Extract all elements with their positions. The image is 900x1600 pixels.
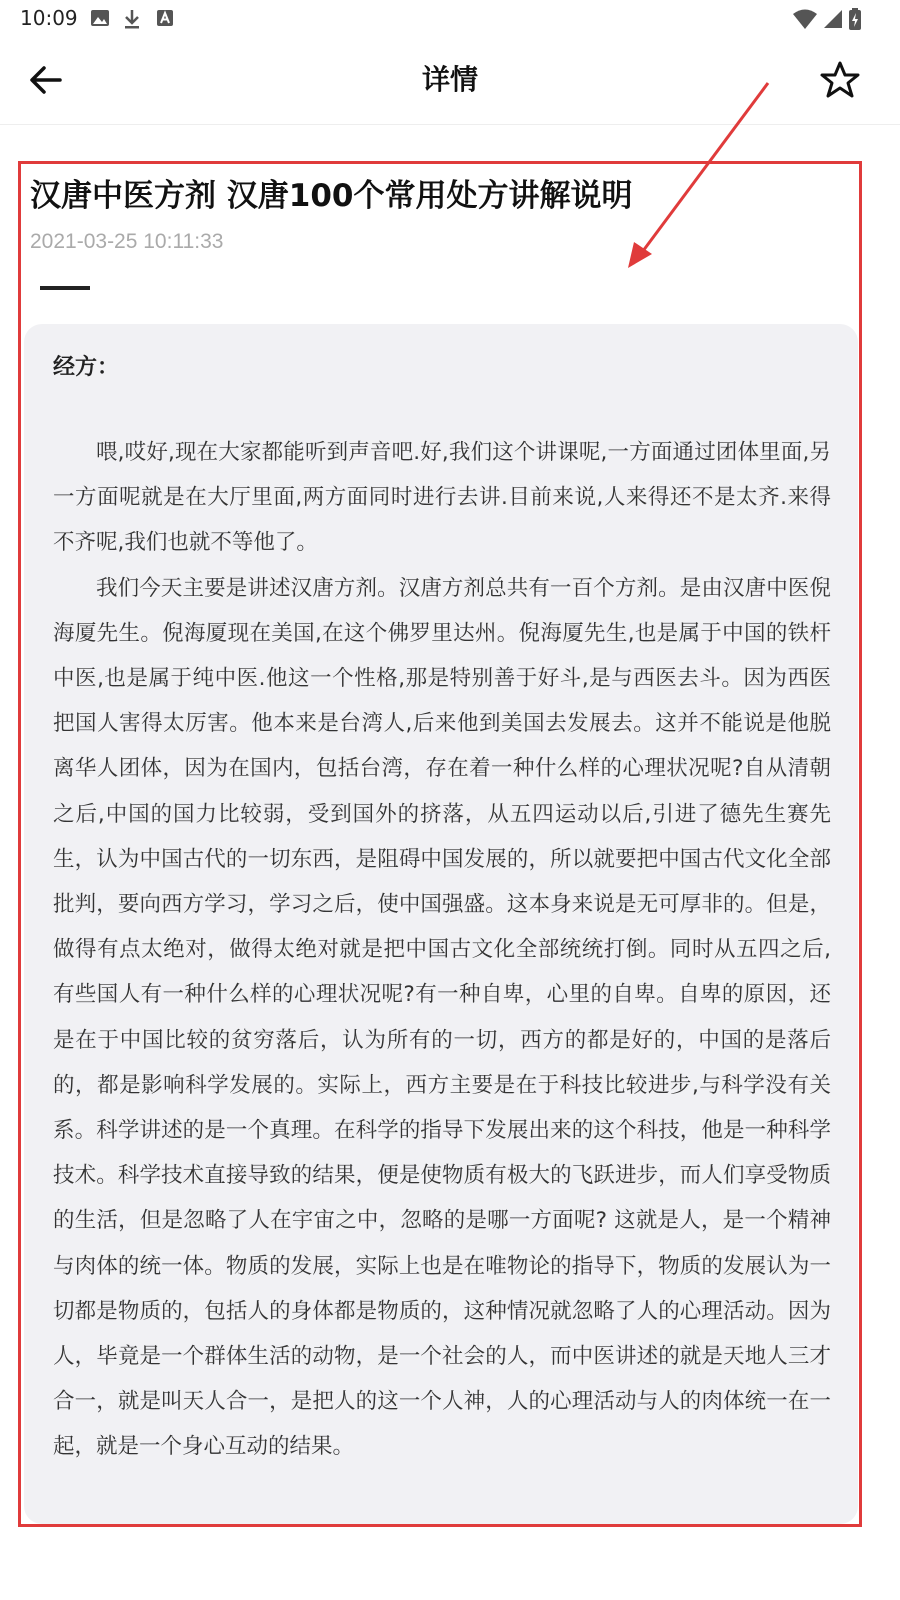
wifi-icon: [792, 8, 818, 30]
article-body: [53, 430, 831, 1470]
article-date: 2021-03-25 10:11:33: [30, 230, 224, 253]
status-time: 10:09: [20, 6, 78, 30]
download-icon: [122, 8, 142, 30]
battery-icon: [848, 8, 862, 32]
article-title: 汉唐中医方剂 汉唐100个常用处方讲解说明: [30, 178, 633, 214]
section-heading: 经方：: [53, 355, 120, 380]
top-app-bar: [0, 36, 900, 125]
star-icon[interactable]: [818, 58, 862, 102]
status-bar: [0, 0, 900, 36]
article-paragraph: 我们今天主要是讲述汉唐方剂。汉唐方剂总共有一百个方剂。是由汉唐中医倪海厦先生。倪海厦现在美国,在这个佛罗里达州。倪海厦先生,也是属于中国的铁杆中医,也是属于纯中医.他这一个性格,那是特别善于好斗,是与西医去斗。因为西医把国人害得太厉害。他本来是台湾人,后来他到美国去发展去。这并不能说是他脱离华人团体，因为在国内，包括台湾，存在着一种什么样的心理状况呢?自从清朝之后,中国的国力比较弱，受到国外的挤落，从五四运动以后,引进了德先生赛先生，认为中国古代的一切东西，是阻碍中国发展的，所以就要把中国古代文化全部批判，要向西方学习，学习之后，使中国强盛。这本身来说是无可厚非的。但是，做得有点太绝对，做得太绝对就是把中国古文化全部统统打倒。同时从五四之后,有些国人有一种什么样的心理状况呢?有一种自卑，心里的自卑。自卑的原因，还是在于中国比较的贫穷落后，认为所有的一切，西方的都是好的，中国的是落后的，都是影响科学发展的。实际上，西方主要是在于科技比较进步,与科学没有关系。科学讲述的是一个真理。在科学的指导下发展出来的这个科技，他是一种科学技术。科学技术直接导致的结果，便是使物质有极大的飞跃进步，而人们享受物质的生活，但是忽略了人在宇宙之中，忽略的是哪一方面呢? 这就是人，是一个精神与肉体的统一体。物质的发展，实际上也是在唯物论的指导下，物质的发展认为一切都是物质的，包括人的身体都是物质的，这种情况就忽略了人的心理活动。因为人，毕竟是一个群体生活的动物，是一个社会的人，而中医讲述的就是天地人三才合一，就是叫天人合一，是把人的这一个人神，人的心理活动与人的肉体统一在一起，就是一个身心互动的结果。: [53, 575, 831, 1460]
title-underline: [40, 286, 90, 290]
signal-icon: [822, 8, 844, 30]
image-icon: [90, 8, 110, 28]
font-icon: [155, 8, 175, 28]
article-paragraph: 喂,哎好,现在大家都能听到声音吧.好,我们这个讲课呢,一方面通过团体里面,另一方面呢就是在大厅里面,两方面同时进行去讲.目前来说,人来得还不是太齐.来得不齐呢,我们也就不等他了。: [53, 440, 831, 556]
page-title: 详情: [421, 63, 478, 96]
